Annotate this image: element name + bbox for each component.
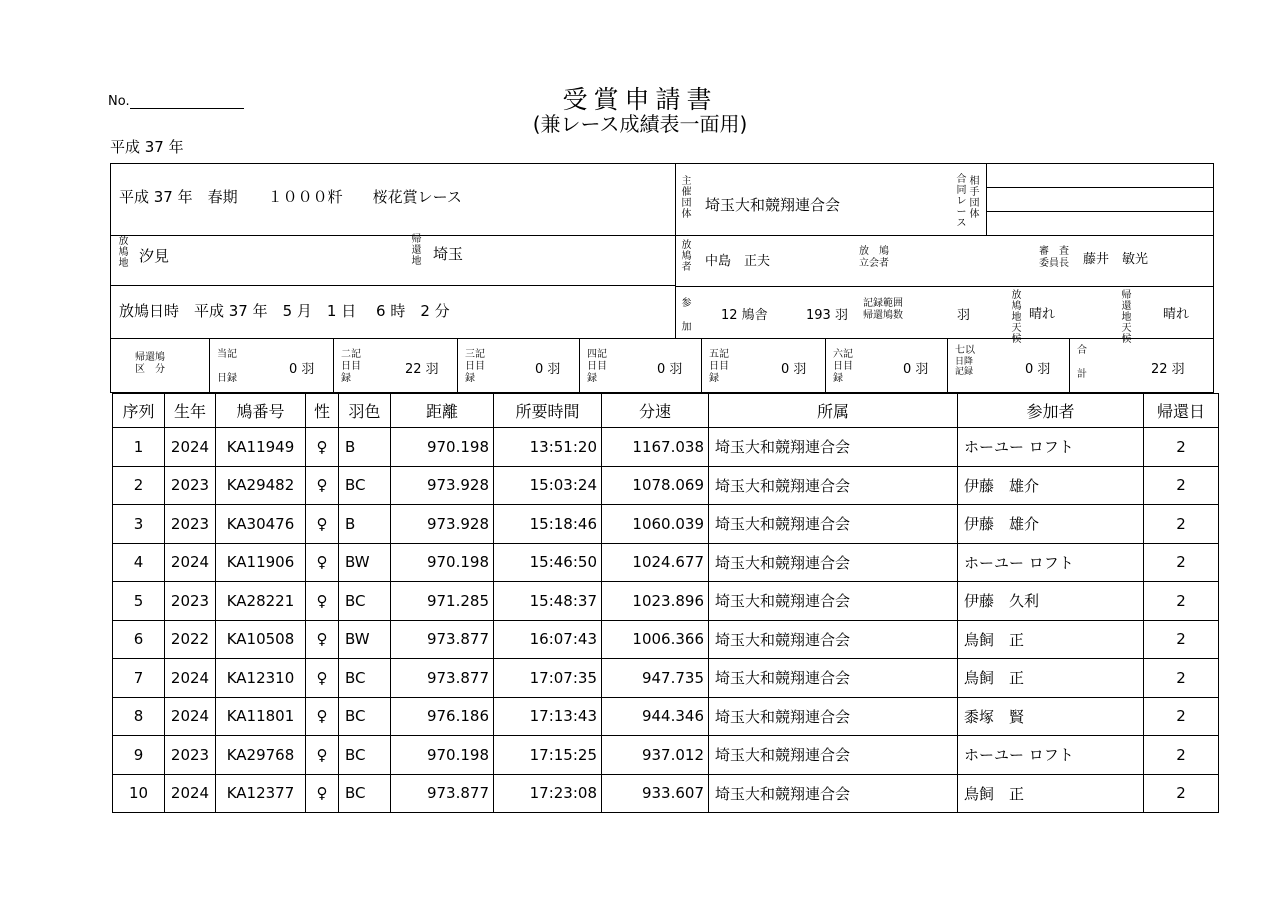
participant-cell: ホーユー ロフト <box>958 736 1144 775</box>
count-label-2: 日目録 <box>341 361 361 384</box>
color-cell: BC <box>339 582 391 621</box>
participant-cell: ホーユー ロフト <box>958 428 1144 467</box>
column-header: 帰還日 <box>1144 394 1219 428</box>
sex-cell: ♀ <box>306 505 339 544</box>
rank-cell: 2 <box>113 466 165 505</box>
count-cell-day4 <box>579 339 702 393</box>
table-header-row <box>113 394 1219 428</box>
club-cell: 埼玉大和競翔連合会 <box>709 466 958 505</box>
color-cell: B <box>339 505 391 544</box>
birth-year-cell: 2024 <box>165 659 216 698</box>
speed-cell: 933.607 <box>602 774 709 813</box>
count-label-1: 七以 <box>955 345 975 356</box>
committee-chair: 藤井 敏光 <box>1083 252 1149 267</box>
table-row <box>113 582 1219 621</box>
releaser-name: 中島 正夫 <box>705 254 771 269</box>
sex-cell: ♀ <box>306 466 339 505</box>
return-day-cell: 2 <box>1144 620 1219 659</box>
count-label-1: 五記 <box>709 349 729 360</box>
column-header: 所要時間 <box>494 394 602 428</box>
column-header: 距離 <box>391 394 494 428</box>
ring-number-cell: KA12377 <box>216 774 306 813</box>
elapsed-time-cell: 15:48:37 <box>494 582 602 621</box>
partner-label: 相手団体 <box>969 176 980 220</box>
color-cell: BC <box>339 774 391 813</box>
sex-cell: ♀ <box>306 659 339 698</box>
release-datetime: 放鳩日時 平成 37 年 5 月 1 日 6 時 2 分 <box>119 302 450 320</box>
count-cell-day6 <box>825 339 948 393</box>
document-subtitle: (兼レース成績表一面用) <box>532 112 748 136</box>
return-day-cell: 2 <box>1144 582 1219 621</box>
return-site-label: 帰還地 <box>411 234 422 267</box>
participant-cell: 伊藤 雄介 <box>958 466 1144 505</box>
speed-cell: 937.012 <box>602 736 709 775</box>
return-day-cell: 2 <box>1144 428 1219 467</box>
speed-cell: 944.346 <box>602 697 709 736</box>
club-cell: 埼玉大和競翔連合会 <box>709 543 958 582</box>
elapsed-time-cell: 15:18:46 <box>494 505 602 544</box>
column-header: 鳩番号 <box>216 394 306 428</box>
sex-cell: ♀ <box>306 582 339 621</box>
ring-number-cell: KA11906 <box>216 543 306 582</box>
count-value: 0 羽 <box>1025 362 1051 377</box>
club-cell: 埼玉大和競翔連合会 <box>709 736 958 775</box>
return-weather: 晴れ <box>1163 307 1190 322</box>
witness-label-2: 立会者 <box>859 258 889 269</box>
count-label-2: 日目録 <box>833 361 853 384</box>
count-label-1: 六記 <box>833 349 853 360</box>
club-cell: 埼玉大和競翔連合会 <box>709 505 958 544</box>
table-row <box>113 543 1219 582</box>
rank-cell: 7 <box>113 659 165 698</box>
document-title: 受賞申請書 <box>562 85 718 114</box>
color-cell: B <box>339 428 391 467</box>
sex-cell: ♀ <box>306 697 339 736</box>
elapsed-time-cell: 13:51:20 <box>494 428 602 467</box>
rank-cell: 9 <box>113 736 165 775</box>
count-label-2: 日目録 <box>709 361 729 384</box>
return-count-box <box>110 339 1214 393</box>
release-weather-label: 放鳩地天候 <box>1011 290 1022 345</box>
count-cell-day7plus <box>947 339 1070 393</box>
table-row <box>113 697 1219 736</box>
return-weather-label: 帰還地天候 <box>1121 290 1132 345</box>
era-year: 平成 37 年 <box>110 138 184 156</box>
record-range-label-1: 記録範囲 <box>863 298 903 309</box>
committee-label-2: 委員長 <box>1039 258 1069 269</box>
color-cell: BW <box>339 543 391 582</box>
speed-cell: 1024.677 <box>602 543 709 582</box>
category-label-1: 帰還鳩 <box>135 352 165 363</box>
distance-cell: 970.198 <box>391 736 494 775</box>
form-number-label: No. <box>108 94 130 109</box>
return-day-cell: 2 <box>1144 659 1219 698</box>
color-cell: BW <box>339 620 391 659</box>
column-header: 序列 <box>113 394 165 428</box>
birth-year-cell: 2022 <box>165 620 216 659</box>
release-site: 汐見 <box>139 247 170 265</box>
speed-cell: 1060.039 <box>602 505 709 544</box>
speed-cell: 947.735 <box>602 659 709 698</box>
count-label-2: 日降記録 <box>955 357 974 377</box>
rank-cell: 10 <box>113 774 165 813</box>
joint-race-label: 合同レース <box>956 174 967 229</box>
club-cell: 埼玉大和競翔連合会 <box>709 774 958 813</box>
table-row <box>113 774 1219 813</box>
count-value: 0 羽 <box>781 362 807 377</box>
ring-number-cell: KA29482 <box>216 466 306 505</box>
count-label-1: 四記 <box>587 349 607 360</box>
count-value: 0 羽 <box>903 362 929 377</box>
table-row <box>113 659 1219 698</box>
ring-number-cell: KA11949 <box>216 428 306 467</box>
column-header: 生年 <box>165 394 216 428</box>
count-cell-day3 <box>457 339 580 393</box>
table-row <box>113 620 1219 659</box>
release-weather: 晴れ <box>1029 307 1056 322</box>
elapsed-time-cell: 17:23:08 <box>494 774 602 813</box>
distance-cell: 973.877 <box>391 659 494 698</box>
participant-lofts: 12 鳩舎 <box>721 308 768 323</box>
club-cell: 埼玉大和競翔連合会 <box>709 428 958 467</box>
ring-number-cell: KA30476 <box>216 505 306 544</box>
participant-cell: 鳥飼 正 <box>958 620 1144 659</box>
elapsed-time-cell: 17:15:25 <box>494 736 602 775</box>
count-value: 0 羽 <box>535 362 561 377</box>
count-cell-day5 <box>701 339 826 393</box>
return-day-cell: 2 <box>1144 736 1219 775</box>
ring-number-cell: KA12310 <box>216 659 306 698</box>
count-label-1: 二記 <box>341 349 361 360</box>
rank-cell: 4 <box>113 543 165 582</box>
total-label-1: 合 <box>1077 345 1087 356</box>
participant-cell: 鳥飼 正 <box>958 659 1144 698</box>
return-day-cell: 2 <box>1144 466 1219 505</box>
distance-cell: 976.186 <box>391 697 494 736</box>
race-info-box <box>110 163 1214 345</box>
club-cell: 埼玉大和競翔連合会 <box>709 620 958 659</box>
releaser-label: 放鳩者 <box>681 240 692 273</box>
witness-label-1: 放 鳩 <box>859 246 889 257</box>
participant-cell: 黍塚 賢 <box>958 697 1144 736</box>
color-cell: BC <box>339 736 391 775</box>
participants-label: 参加 <box>681 298 692 333</box>
rank-cell: 8 <box>113 697 165 736</box>
birth-year-cell: 2024 <box>165 428 216 467</box>
column-header: 性 <box>306 394 339 428</box>
rank-cell: 1 <box>113 428 165 467</box>
return-day-cell: 2 <box>1144 543 1219 582</box>
speed-cell: 1078.069 <box>602 466 709 505</box>
birth-year-cell: 2023 <box>165 582 216 621</box>
return-day-cell: 2 <box>1144 774 1219 813</box>
table-row <box>113 428 1219 467</box>
count-label-1: 当記 <box>217 349 237 360</box>
elapsed-time-cell: 15:46:50 <box>494 543 602 582</box>
category-label-2: 区 分 <box>135 364 165 375</box>
birth-year-cell: 2023 <box>165 466 216 505</box>
count-cell-day2 <box>333 339 458 393</box>
return-day-cell: 2 <box>1144 697 1219 736</box>
club-cell: 埼玉大和競翔連合会 <box>709 582 958 621</box>
distance-cell: 973.928 <box>391 466 494 505</box>
sex-cell: ♀ <box>306 428 339 467</box>
elapsed-time-cell: 17:13:43 <box>494 697 602 736</box>
table-row <box>113 466 1219 505</box>
column-header: 所属 <box>709 394 958 428</box>
birth-year-cell: 2024 <box>165 543 216 582</box>
rank-cell: 3 <box>113 505 165 544</box>
participant-cell: 伊藤 久利 <box>958 582 1144 621</box>
count-value: 0 羽 <box>289 362 315 377</box>
count-value: 22 羽 <box>405 362 439 377</box>
club-cell: 埼玉大和競翔連合会 <box>709 659 958 698</box>
color-cell: BC <box>339 659 391 698</box>
birth-year-cell: 2024 <box>165 774 216 813</box>
race-title: 平成 37 年 春期 １０００粁 桜花賞レース <box>119 188 462 206</box>
column-header: 羽色 <box>339 394 391 428</box>
ring-number-cell: KA29768 <box>216 736 306 775</box>
elapsed-time-cell: 17:07:35 <box>494 659 602 698</box>
participant-cell: ホーユー ロフト <box>958 543 1144 582</box>
distance-cell: 971.285 <box>391 582 494 621</box>
column-header: 参加者 <box>958 394 1144 428</box>
birth-year-cell: 2024 <box>165 697 216 736</box>
ring-number-cell: KA10508 <box>216 620 306 659</box>
count-cell-day1 <box>209 339 334 393</box>
record-range-label-2: 帰還鳩数 <box>863 310 903 321</box>
color-cell: BC <box>339 697 391 736</box>
rank-cell: 6 <box>113 620 165 659</box>
distance-cell: 970.198 <box>391 543 494 582</box>
total-value: 22 羽 <box>1151 362 1185 377</box>
speed-cell: 1006.366 <box>602 620 709 659</box>
elapsed-time-cell: 15:03:24 <box>494 466 602 505</box>
birth-year-cell: 2023 <box>165 736 216 775</box>
ring-number-cell: KA11801 <box>216 697 306 736</box>
rank-cell: 5 <box>113 582 165 621</box>
count-value: 0 羽 <box>657 362 683 377</box>
speed-cell: 1023.896 <box>602 582 709 621</box>
participant-birds: 193 羽 <box>806 308 848 323</box>
birth-year-cell: 2023 <box>165 505 216 544</box>
distance-cell: 973.877 <box>391 620 494 659</box>
results-table <box>112 393 1219 813</box>
distance-cell: 973.928 <box>391 505 494 544</box>
distance-cell: 970.198 <box>391 428 494 467</box>
count-label-2: 日録 <box>217 373 237 384</box>
total-label-2: 計 <box>1077 369 1087 380</box>
organizer-name: 埼玉大和競翔連合会 <box>705 196 841 214</box>
count-label-1: 三記 <box>465 349 485 360</box>
ring-number-cell: KA28221 <box>216 582 306 621</box>
return-site: 埼玉 <box>433 245 464 263</box>
color-cell: BC <box>339 466 391 505</box>
sex-cell: ♀ <box>306 774 339 813</box>
sex-cell: ♀ <box>306 620 339 659</box>
return-day-cell: 2 <box>1144 505 1219 544</box>
sex-cell: ♀ <box>306 543 339 582</box>
return-category-cell <box>111 339 210 393</box>
table-row <box>113 505 1219 544</box>
column-header: 分速 <box>602 394 709 428</box>
table-row <box>113 736 1219 775</box>
participant-cell: 鳥飼 正 <box>958 774 1144 813</box>
committee-label-1: 審 査 <box>1039 246 1069 257</box>
elapsed-time-cell: 16:07:43 <box>494 620 602 659</box>
sex-cell: ♀ <box>306 736 339 775</box>
count-label-2: 日目録 <box>465 361 485 384</box>
count-label-2: 日目録 <box>587 361 607 384</box>
organizer-label: 主催団体 <box>681 176 692 220</box>
release-site-label: 放鳩地 <box>118 236 129 269</box>
count-cell-total <box>1069 339 1213 393</box>
speed-cell: 1167.038 <box>602 428 709 467</box>
participant-cell: 伊藤 雄介 <box>958 505 1144 544</box>
club-cell: 埼玉大和競翔連合会 <box>709 697 958 736</box>
distance-cell: 973.877 <box>391 774 494 813</box>
record-range-unit: 羽 <box>957 308 971 323</box>
